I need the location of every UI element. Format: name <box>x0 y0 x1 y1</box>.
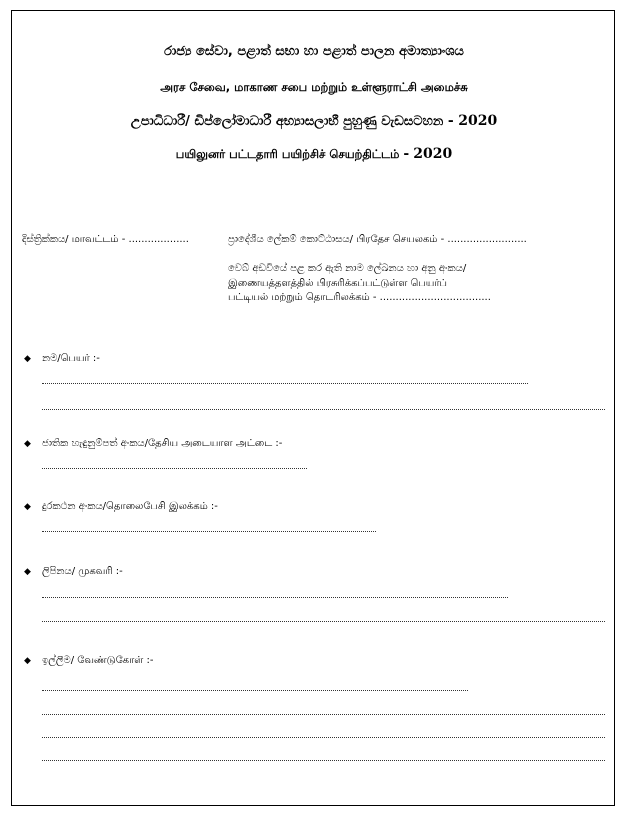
programme-title-tamil-text: பயிலுனர் பட்டதாரி பயிற்சிச் செயற்திட்டம் <box>175 147 400 161</box>
request-label: ඉල්ලීම/ வேண்டுகோள் :- <box>42 655 154 666</box>
divisional-label: ප්‍රාදේශීය ලේකම් කොට්ඨාසය/ பிரதேச செயலகம் - <box>228 234 445 245</box>
diamond-bullet-icon: ◆ <box>24 502 31 512</box>
list-serial-field[interactable]: ................................... <box>379 292 491 303</box>
address-line-2[interactable] <box>42 621 605 622</box>
request-line-3[interactable] <box>42 737 605 738</box>
name-line-1[interactable] <box>42 383 528 384</box>
request-line-4[interactable] <box>42 760 605 761</box>
district-label: දිස්ත්‍රික්කය/ மாவட்டம் - <box>22 234 126 245</box>
district-row <box>22 234 189 246</box>
programme-year-sinhala: 2020 <box>458 113 498 129</box>
address-line-1[interactable] <box>42 597 508 598</box>
divisional-field[interactable]: ......................... <box>447 234 527 245</box>
list-text-line1: වෙබ් අඩවියේ පළ කර ඇති නාම ලේඛනය හා අනු අංකය/ <box>228 263 467 274</box>
address-label: ලිපිනය/ முகவரி :- <box>42 566 123 577</box>
programme-title-sinhala-sep: - <box>447 113 454 129</box>
nic-line[interactable] <box>42 468 307 469</box>
district-field[interactable]: ................... <box>128 234 189 245</box>
programme-title-sinhala <box>0 113 628 129</box>
name-label: නම/பெயர் :- <box>42 353 100 364</box>
programme-year-tamil: 2020 <box>413 146 453 162</box>
diamond-bullet-icon: ◆ <box>24 567 31 577</box>
ministry-title-tamil: அரச சேவை, மாகாண சபை மற்றும் உள்ளூராட்சி அமைச்சு <box>160 80 468 94</box>
programme-title-sinhala-text: උපාධිධාරී/ ඩිප්ලෝමාධාරී අභ්‍යාසලාභී පුහුණු වැඩසටහන <box>130 114 444 129</box>
phone-label: දුරකථන අංකය/தொலைபேசி இலக்கம் :- <box>42 501 218 512</box>
diamond-bullet-icon: ◆ <box>24 656 31 666</box>
name-line-2[interactable] <box>42 409 605 410</box>
list-row <box>228 292 491 304</box>
ministry-title-sinhala: රාජ්‍ය සේවා, පළාත් සභා හා පළාත් පාලන අමාත්‍යාංශය <box>164 44 464 59</box>
request-line-1[interactable] <box>42 690 468 691</box>
diamond-bullet-icon: ◆ <box>24 354 31 364</box>
nic-label: ජාතික හැඳුනුම්පත් අංකය/தேசிய அடையாள அட்டை :- <box>42 438 283 449</box>
list-text-line2: இணையத்தளத்தில் பிரசுரிக்கப்பட்டுள்ள பெயர்ப் <box>228 278 447 289</box>
request-line-2[interactable] <box>42 714 605 715</box>
page-border <box>11 10 615 806</box>
diamond-bullet-icon: ◆ <box>24 439 31 449</box>
programme-title-tamil-sep: - <box>403 146 410 162</box>
divisional-row <box>228 234 527 246</box>
phone-line[interactable] <box>42 531 376 532</box>
list-label: பட்டியல் மற்றும் தொடரிலக்கம் - <box>228 292 377 303</box>
programme-title-tamil <box>0 146 628 163</box>
